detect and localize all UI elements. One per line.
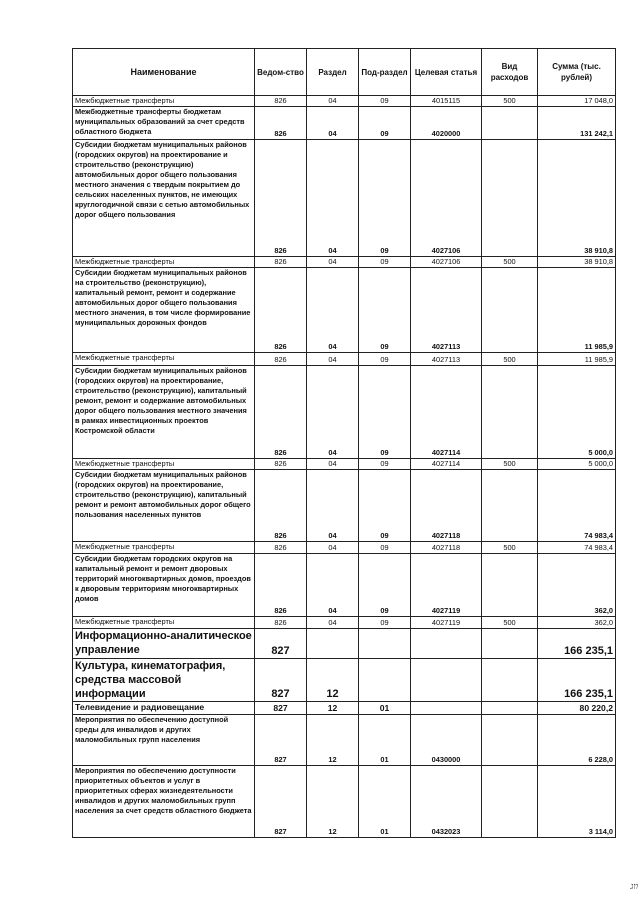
- cell-section: 04: [307, 542, 359, 554]
- header-subsection: Под-раздел: [359, 49, 411, 96]
- table-row: [73, 366, 616, 459]
- table-row: [73, 617, 616, 629]
- cell-expense-type: 500: [482, 617, 538, 629]
- cell-sum: 5 000,0: [538, 459, 616, 470]
- cell-subsection: 09: [359, 107, 411, 140]
- cell-target-article: 4027118: [411, 542, 482, 554]
- table-row: [73, 257, 616, 268]
- cell-sum: 38 910,8: [538, 257, 616, 268]
- cell-section: 04: [307, 470, 359, 542]
- cell-sum: 80 220,2: [538, 702, 616, 715]
- cell-expense-type: 500: [482, 96, 538, 107]
- cell-department: 826: [255, 353, 307, 366]
- cell-sum: 362,0: [538, 554, 616, 617]
- cell-department: 826: [255, 268, 307, 353]
- cell-department: 827: [255, 766, 307, 838]
- cell-name: Мероприятия по обеспечению доступности приоритетных объектов и услуг в приоритетных сферах жизнедеятельности инвалидов и других маломобильных групп населения за счет средств областного бюджета: [73, 766, 255, 838]
- cell-name: Субсидии бюджетам муниципальных районов (городских округов) на проектирование и строительство (реконструкцию) автомобильных дорог общего пользования местного значения с твердым покрытием до сельских населенных пунктов, не имеющих круглогодичной связи с сетью автомобильных дорог общего пользования: [73, 140, 255, 257]
- cell-section: 04: [307, 268, 359, 353]
- cell-sum: 166 235,1: [538, 629, 616, 659]
- cell-section: 12: [307, 659, 359, 702]
- table-row: [73, 268, 616, 353]
- cell-subsection: 09: [359, 140, 411, 257]
- table-row: [73, 353, 616, 366]
- cell-section: 04: [307, 96, 359, 107]
- cell-department: 826: [255, 107, 307, 140]
- cell-section: 04: [307, 459, 359, 470]
- table-row: [73, 659, 616, 702]
- cell-target-article: 4027113: [411, 268, 482, 353]
- cell-expense-type: [482, 268, 538, 353]
- cell-name: Межбюджетные трансферты бюджетам муниципальных образований за счет средств областного бюджета: [73, 107, 255, 140]
- cell-target-article: 0432023: [411, 766, 482, 838]
- cell-name: Мероприятия по обеспечению доступной среды для инвалидов и других маломобильных групп населения: [73, 715, 255, 766]
- cell-name: Информационно-аналитическое управление: [73, 629, 255, 659]
- cell-department: 827: [255, 629, 307, 659]
- cell-department: 826: [255, 366, 307, 459]
- page-mark: ווג: [630, 881, 638, 891]
- cell-name: Субсидии бюджетам муниципальных районов (городских округов) на проектирование, строительство (реконструкцию), капитальный ремонт, ремонт и содержание автомобильных дорог общего пользования местного значения в рамках инвестиционных проектов Костромской области: [73, 366, 255, 459]
- cell-sum: 131 242,1: [538, 107, 616, 140]
- table-row: [73, 140, 616, 257]
- cell-section: 12: [307, 766, 359, 838]
- cell-expense-type: [482, 140, 538, 257]
- cell-name: Субсидии бюджетам муниципальных районов (городских округов) на проектирование, строительство (реконструкцию), капитальный ремонт и ремонт автомобильных дорог общего пользования населенных пунктов: [73, 470, 255, 542]
- table-row: [73, 554, 616, 617]
- table-row: [73, 459, 616, 470]
- cell-section: [307, 629, 359, 659]
- cell-sum: 5 000,0: [538, 366, 616, 459]
- cell-department: 826: [255, 617, 307, 629]
- cell-name: Субсидии бюджетам городских округов на капитальный ремонт и ремонт дворовых территорий многоквартирных домов, проездов к дворовым территориям многоквартирных домов: [73, 554, 255, 617]
- table-row: [73, 96, 616, 107]
- table-row: [73, 107, 616, 140]
- cell-section: 12: [307, 702, 359, 715]
- cell-expense-type: 500: [482, 353, 538, 366]
- cell-name: Субсидии бюджетам муниципальных районов на строительство (реконструкцию), капитальный ремонт, ремонт и содержание автомобильных дорог общего пользования местного значения, в том числе формирование муниципальных дорожных фондов: [73, 268, 255, 353]
- cell-name: Культура, кинематография, средства массовой информации: [73, 659, 255, 702]
- cell-department: 826: [255, 140, 307, 257]
- cell-sum: 38 910,8: [538, 140, 616, 257]
- cell-target-article: 4027119: [411, 554, 482, 617]
- cell-subsection: 09: [359, 542, 411, 554]
- cell-sum: 17 048,0: [538, 96, 616, 107]
- cell-name: Межбюджетные трансферты: [73, 459, 255, 470]
- cell-subsection: 09: [359, 470, 411, 542]
- cell-expense-type: 500: [482, 257, 538, 268]
- cell-subsection: 09: [359, 257, 411, 268]
- cell-name: Межбюджетные трансферты: [73, 353, 255, 366]
- cell-expense-type: [482, 766, 538, 838]
- cell-department: 826: [255, 554, 307, 617]
- cell-expense-type: [482, 702, 538, 715]
- cell-subsection: 09: [359, 268, 411, 353]
- header-section: Раздел: [307, 49, 359, 96]
- cell-department: 826: [255, 257, 307, 268]
- cell-section: 04: [307, 554, 359, 617]
- cell-section: 04: [307, 617, 359, 629]
- cell-subsection: 09: [359, 366, 411, 459]
- cell-section: 12: [307, 715, 359, 766]
- cell-target-article: 4027118: [411, 470, 482, 542]
- table-row: [73, 629, 616, 659]
- cell-expense-type: [482, 554, 538, 617]
- cell-expense-type: [482, 107, 538, 140]
- cell-subsection: [359, 629, 411, 659]
- cell-subsection: 09: [359, 554, 411, 617]
- cell-subsection: 09: [359, 459, 411, 470]
- cell-target-article: 4015115: [411, 96, 482, 107]
- cell-target-article: 4020000: [411, 107, 482, 140]
- table-header-row: [73, 49, 616, 96]
- cell-expense-type: [482, 715, 538, 766]
- header-target-article: Целевая статья: [411, 49, 482, 96]
- cell-target-article: 4027106: [411, 140, 482, 257]
- table-row: [73, 766, 616, 838]
- header-name: Наименование: [73, 49, 255, 96]
- cell-target-article: [411, 702, 482, 715]
- table-row: [73, 470, 616, 542]
- cell-department: 826: [255, 459, 307, 470]
- cell-target-article: 4027119: [411, 617, 482, 629]
- cell-subsection: 01: [359, 766, 411, 838]
- cell-subsection: 09: [359, 617, 411, 629]
- cell-name: Телевидение и радиовещание: [73, 702, 255, 715]
- cell-subsection: [359, 659, 411, 702]
- cell-sum: 11 985,9: [538, 268, 616, 353]
- cell-department: 826: [255, 96, 307, 107]
- cell-target-article: [411, 629, 482, 659]
- cell-section: 04: [307, 366, 359, 459]
- cell-section: 04: [307, 140, 359, 257]
- cell-department: 827: [255, 715, 307, 766]
- cell-sum: 74 983,4: [538, 542, 616, 554]
- cell-subsection: 09: [359, 353, 411, 366]
- cell-sum: 11 985,9: [538, 353, 616, 366]
- cell-sum: 166 235,1: [538, 659, 616, 702]
- cell-department: 826: [255, 542, 307, 554]
- cell-subsection: 01: [359, 715, 411, 766]
- cell-target-article: 4027113: [411, 353, 482, 366]
- cell-name: Межбюджетные трансферты: [73, 257, 255, 268]
- cell-target-article: 4027114: [411, 366, 482, 459]
- cell-name: Межбюджетные трансферты: [73, 96, 255, 107]
- cell-expense-type: 500: [482, 459, 538, 470]
- cell-target-article: 4027114: [411, 459, 482, 470]
- cell-name: Межбюджетные трансферты: [73, 617, 255, 629]
- cell-expense-type: [482, 659, 538, 702]
- cell-section: 04: [307, 107, 359, 140]
- cell-department: 827: [255, 702, 307, 715]
- cell-sum: 6 228,0: [538, 715, 616, 766]
- cell-target-article: 4027106: [411, 257, 482, 268]
- table-row: [73, 702, 616, 715]
- cell-section: 04: [307, 257, 359, 268]
- cell-target-article: 0430000: [411, 715, 482, 766]
- cell-sum: 362,0: [538, 617, 616, 629]
- cell-expense-type: 500: [482, 542, 538, 554]
- budget-table: [72, 48, 616, 838]
- cell-department: 826: [255, 470, 307, 542]
- header-sum: Сумма (тыс. рублей): [538, 49, 616, 96]
- cell-expense-type: [482, 366, 538, 459]
- cell-sum: 74 983,4: [538, 470, 616, 542]
- budget-table-sheet: [72, 48, 615, 838]
- cell-subsection: 01: [359, 702, 411, 715]
- header-expense-type: Вид расходов: [482, 49, 538, 96]
- cell-subsection: 09: [359, 96, 411, 107]
- cell-name: Межбюджетные трансферты: [73, 542, 255, 554]
- cell-expense-type: [482, 629, 538, 659]
- cell-target-article: [411, 659, 482, 702]
- cell-section: 04: [307, 353, 359, 366]
- table-row: [73, 542, 616, 554]
- cell-sum: 3 114,0: [538, 766, 616, 838]
- header-department: Ведом-ство: [255, 49, 307, 96]
- cell-department: 827: [255, 659, 307, 702]
- cell-expense-type: [482, 470, 538, 542]
- table-row: [73, 715, 616, 766]
